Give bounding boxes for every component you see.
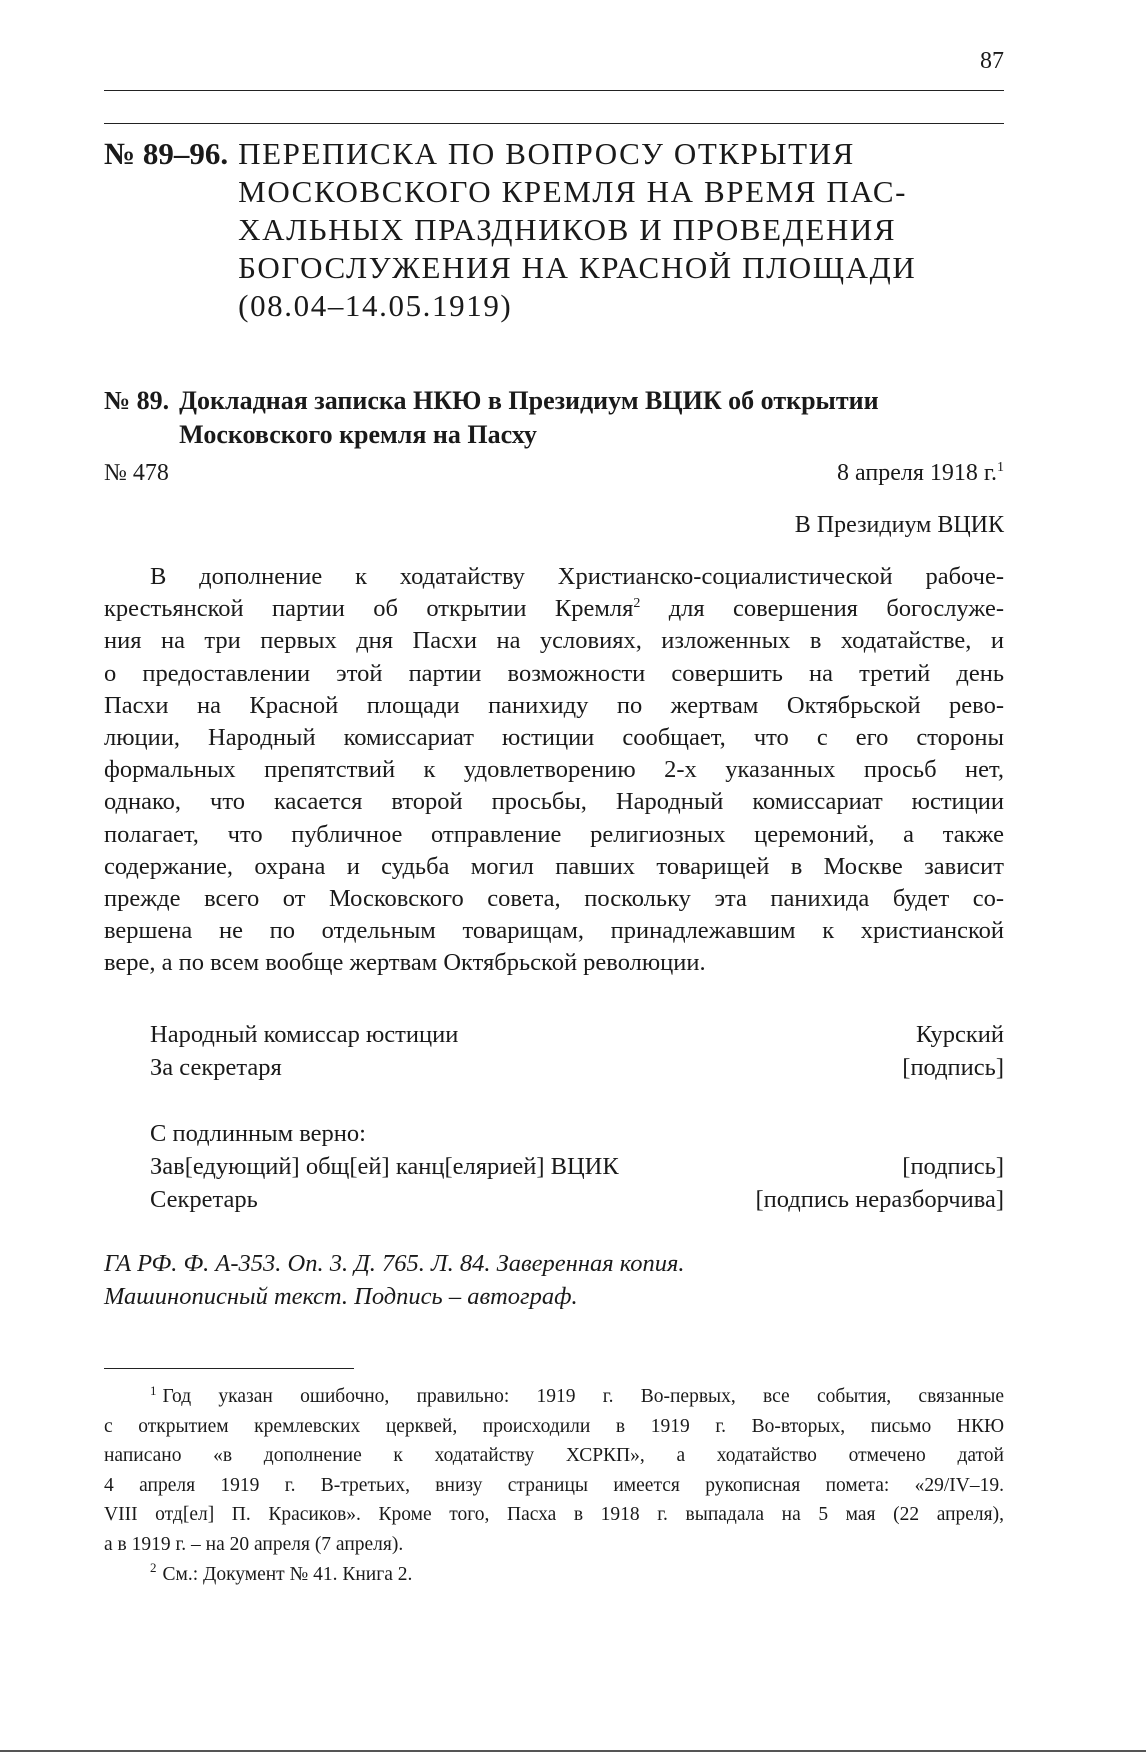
document-number: № 89. [104, 386, 170, 415]
footnote-line: VIII отд[ел] П. Красиков». Кроме того, Пасха в 1918 г. выпадала на 5 мая (22 апреля), [104, 1504, 1004, 1526]
footnote-line: а в 1919 г. – на 20 апреля (7 апреля). [104, 1533, 404, 1555]
scan-edge-line [0, 1750, 1146, 1752]
section-heading [104, 135, 1004, 325]
body-line: о предоставлении этой партии возможности совершить на третий день [104, 659, 1004, 687]
signature-role: За секретаря [150, 1054, 282, 1081]
body-line: ния на три первых дня Пасхи на условиях, изложенных в ходатайстве, и [104, 627, 1004, 655]
footnotes [104, 1382, 1004, 1589]
section-number: № 89–96. [104, 136, 229, 171]
document-body [104, 561, 1004, 980]
certification-block [150, 1117, 1004, 1216]
body-line [104, 593, 1004, 625]
footnote-line [104, 1560, 1004, 1590]
document-meta [104, 460, 1004, 487]
body-line: однако, что касается второй просьбы, Народный комиссариат юстиции [104, 788, 1004, 816]
document-title-line: Докладная записка НКЮ в Президиум ВЦИК об открытии [179, 386, 879, 415]
certification-name: [подпись неразборчива] [755, 1186, 1004, 1213]
body-line: содержание, охрана и судьба могил павших товарищей в Москве зависит [104, 852, 1004, 880]
footnote-line [104, 1382, 1004, 1412]
document-title-line: Московского кремля на Пасху [179, 420, 537, 449]
header-rule [104, 90, 1004, 91]
body-line: вере, а по всем вообще жертвам Октябрьской революции. [104, 949, 706, 977]
source-line: ГА РФ. Ф. А-353. Оп. 3. Д. 765. Л. 84. Заверенная копия. [104, 1250, 685, 1277]
section-title-line: МОСКОВСКОГО КРЕМЛЯ НА ВРЕМЯ ПАС- [238, 174, 908, 209]
footnote-mark: 1 [150, 1382, 157, 1398]
body-line: люции, Народный комиссариат юстиции сообщает, что с его стороны [104, 724, 1004, 752]
section-title-line: БОГОСЛУЖЕНИЯ НА КРАСНОЙ ПЛОЩАДИ [238, 250, 917, 285]
body-line: вершена не по отдельным товарищам, принадлежавшим к христианской [104, 917, 1004, 945]
footnote-line: написано «в дополнение к ходатайству ХСРКП», а ходатайство отмечено датой [104, 1445, 1004, 1467]
footnote-text: Год указан ошибочно, правильно: 1919 г. Во-первых, все события, связанные [162, 1386, 1004, 1407]
signature-name: Курский [916, 1021, 1004, 1048]
certification-role: Зав[едующий] общ[ей] канц[елярией] ВЦИК [150, 1153, 619, 1180]
signature-role: Народный комиссар юстиции [150, 1021, 459, 1048]
signature-row [150, 1051, 1004, 1084]
footnote-line: с открытием кремлевских церквей, происходили в 1919 г. Во-вторых, письмо НКЮ [104, 1415, 1004, 1437]
body-line: полагает, что публичное отправление религиозных церемоний, а также [104, 820, 1004, 848]
footnote-text: См.: Документ № 41. Книга 2. [162, 1563, 413, 1585]
footnote-line: 4 апреля 1919 г. В-третьих, внизу страницы имеется рукописная помета: «29/IV–19. [104, 1474, 1004, 1496]
body-line: формальных препятствий к удовлетворению 2-х указанных просьб нет, [104, 756, 1004, 784]
body-line-part: крестьянской партии об открытии Кремля [104, 595, 634, 623]
body-line-part: для совершения богослуже- [668, 595, 1004, 623]
addressee: В Президиум ВЦИК [794, 512, 1004, 538]
certification-row [150, 1150, 1004, 1183]
section-title [238, 135, 916, 325]
footnote-rule [104, 1368, 354, 1369]
source-line: Машинописный текст. Подпись – автограф. [104, 1283, 578, 1310]
footnote-ref[interactable]: 1 [997, 460, 1004, 475]
signature-row [150, 1018, 1004, 1051]
page-number: 87 [980, 48, 1004, 74]
document-date: 8 апреля 1918 г. [837, 460, 997, 486]
certification-row [150, 1183, 1004, 1216]
footnote-ref[interactable]: 2 [633, 596, 641, 612]
signature-name: [подпись] [902, 1054, 1004, 1081]
certification-label: С подлинным верно: [150, 1120, 366, 1147]
body-line: прежде всего от Московского совета, поскольку эта панихида будет со- [104, 885, 1004, 913]
section-title-line: ХАЛЬНЫХ ПРАЗДНИКОВ И ПРОВЕДЕНИЯ [238, 212, 897, 247]
body-line: В дополнение к ходатайству Христианско-социалистической рабоче- [150, 563, 1004, 590]
section-rule [104, 123, 1004, 124]
certification-role: Секретарь [150, 1186, 258, 1213]
archive-source [104, 1247, 1004, 1313]
section-title-line: (08.04–14.05.1919) [238, 288, 513, 323]
section-title-line: ПЕРЕПИСКА ПО ВОПРОСУ ОТКРЫТИЯ [238, 136, 855, 171]
document-date-wrap [837, 460, 1004, 487]
registration-number: № 478 [104, 460, 169, 486]
signature-block [150, 1018, 1004, 1084]
body-line: Пасхи на Красной площади панихиду по жертвам Октябрьской рево- [104, 691, 1004, 719]
certification-name: [подпись] [902, 1153, 1004, 1180]
footnote-mark: 2 [150, 1560, 157, 1576]
document-title [104, 384, 1004, 452]
